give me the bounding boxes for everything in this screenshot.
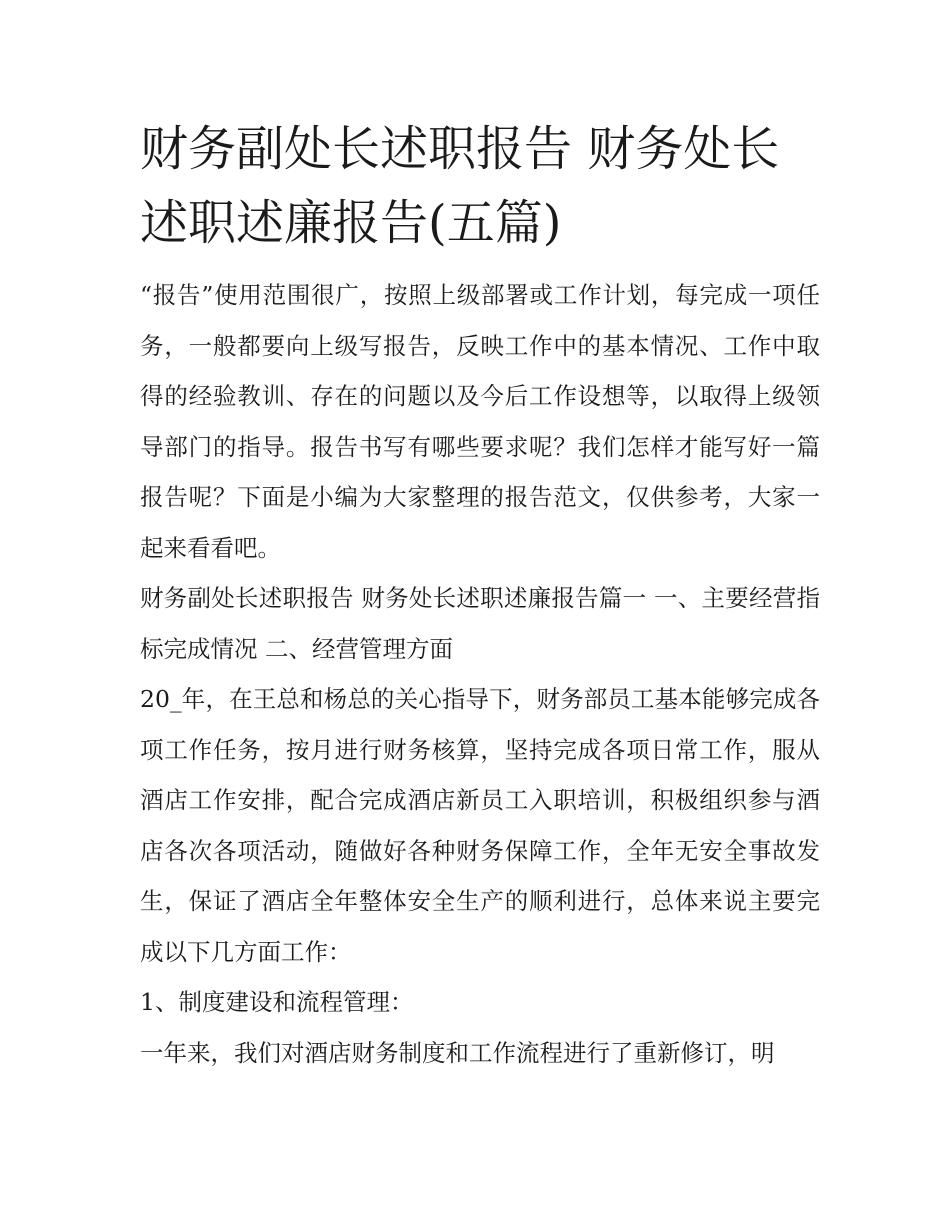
- summary-paragraph: 20_年，在王总和杨总的关心指导下，财务部员工基本能够完成各项工作任务，按月进行财务核算，坚持完成各项日常工作，服从酒店工作安排，配合完成酒店新员工入职培训，积极组织参与酒店各次各项活动，随做好各种财务保障工作，全年无安全事故发生，保证了酒店全年整体安全生产的顺利进行，总体来说主要完成以下几方面工作：: [140, 685, 820, 966]
- body-paragraph: 一年来，我们对酒店财务制度和工作流程进行了重新修订，明: [140, 1038, 775, 1067]
- document-title: 财务副处长述职报告 财务处长述职述廉报告(五篇): [140, 121, 780, 251]
- subsection-heading: 1、制度建设和流程管理：: [140, 988, 414, 1016]
- section-heading-paragraph: 财务副处长述职报告 财务处长述职述廉报告篇一 一、主要经营指标完成情况 二、经营管理方面: [140, 584, 820, 663]
- intro-paragraph: “报告”使用范围很广，按照上级部署或工作计划，每完成一项任务，一般都要向上级写报告，反映工作中的基本情况、工作中取得的经验教训、存在的问题以及今后工作设想等，以取得上级领导部门的指导。报告书写有哪些要求呢？我们怎样才能写好一篇报告呢？下面是小编为大家整理的报告范文，仅供参考，大家一起来看看吧。: [140, 281, 820, 562]
- document-page: [140, 112, 820, 1078]
- title-spacer: [140, 260, 820, 270]
